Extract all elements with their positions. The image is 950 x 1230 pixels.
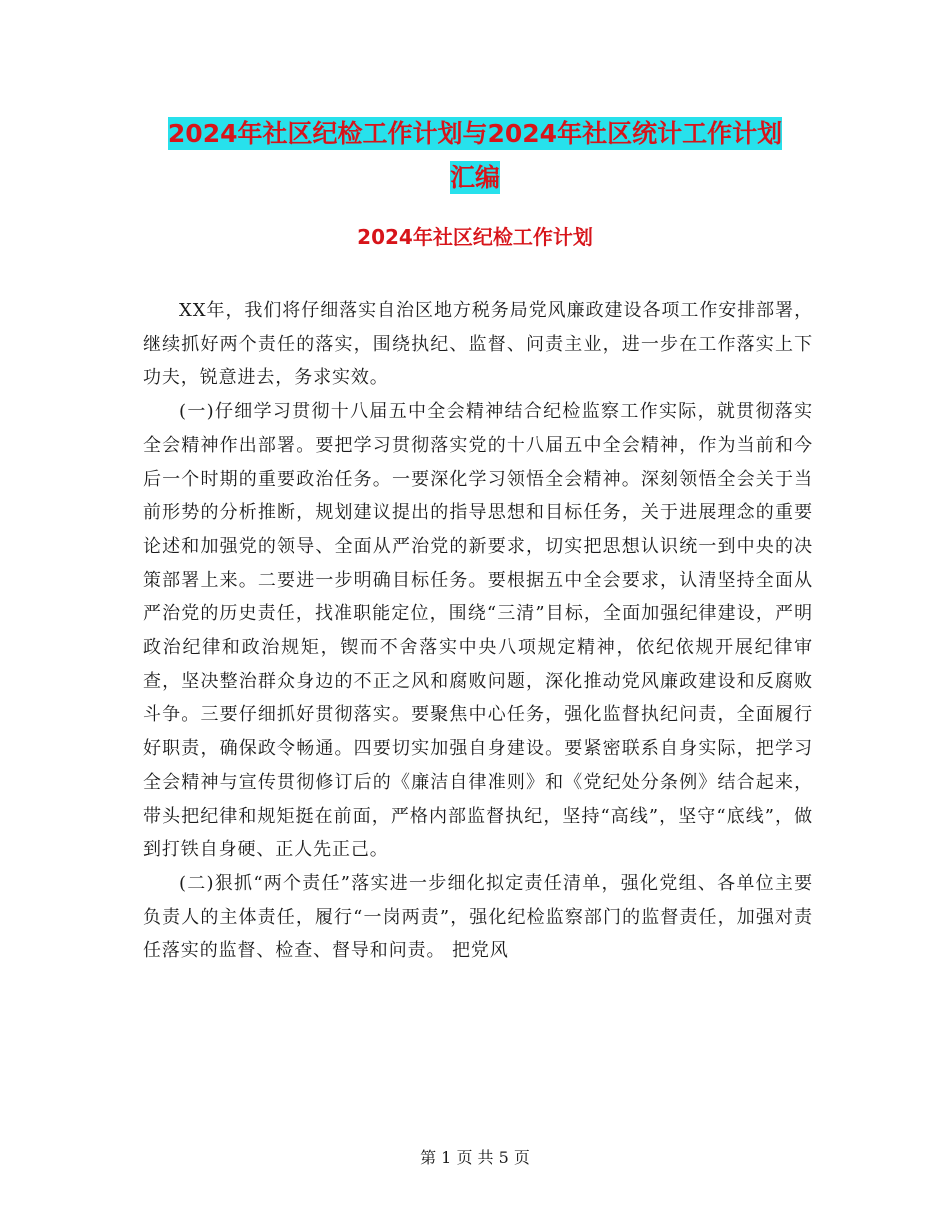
document-body [143,294,813,968]
paragraph-item-2: (二)狠抓“两个责任”落实进一步细化拟定责任清单，强化党组、各单位主要负责人的主体责任，履行“一岗两责”，强化纪检监察部门的监督责任，加强对责任落实的监督、检查、督导和问责。 把党风 [143,872,813,962]
paragraph-item-1: (一)仔细学习贯彻十八届五中全会精神结合纪检监察工作实际，就贯彻落实全会精神作出部署。要把学习贯彻落实党的十八届五中全会精神，作为当前和今后一个时期的重要政治任务。一要深化学习领悟全会精神。深刻领悟全会关于当前形势的分析推断，规划建议提出的指导思想和目标任务，关于进展理念的重要论述和加强党的领导、全面从严治党的新要求，切实把思想认识统一到中央的决策部署上来。二要进一步明确目标任务。要根据五中全会要求，认清坚持全面从严治党的历史责任，找准职能定位，围绕“三清”目标，全面加强纪律建设，严明政治纪律和政治规矩，锲而不舍落实中央八项规定精神，依纪依规开展纪律审查，坚决整治群众身边的不正之风和腐败问题，深化推动党风廉政建设和反腐败斗争。三要仔细抓好贯彻落实。要聚焦中心任务，强化监督执纪问责，全面履行好职责，确保政令畅通。四要切实加强自身建设。要紧密联系自身实际，把学习全会精神与宣传贯彻修订后的《廉洁自律准则》和《党纪处分条例》结合起来，带头把纪律和规矩挺在前面，严格内部监督执纪，坚持“高线”，坚守“底线”，做到打铁自身硬、正人先正己。 [143,401,813,861]
document-title [0,112,950,200]
document-title-line2: 汇编 [449,163,500,192]
paragraph-intro: XX年，我们将仔细落实自治区地方税务局党风廉政建设各项工作安排部署，继续抓好两个责任的落实，围绕执纪、监督、问责主业，进一步在工作落实上下功夫，锐意进去，务求实效。 [143,300,813,389]
document-title-line1: 2024年社区纪检工作计划与2024年社区统计工作计划 [167,119,783,148]
section-title: 2024年社区纪检工作计划 [357,225,593,249]
page-footer: 第 1 页 共 5 页 [420,1148,530,1167]
